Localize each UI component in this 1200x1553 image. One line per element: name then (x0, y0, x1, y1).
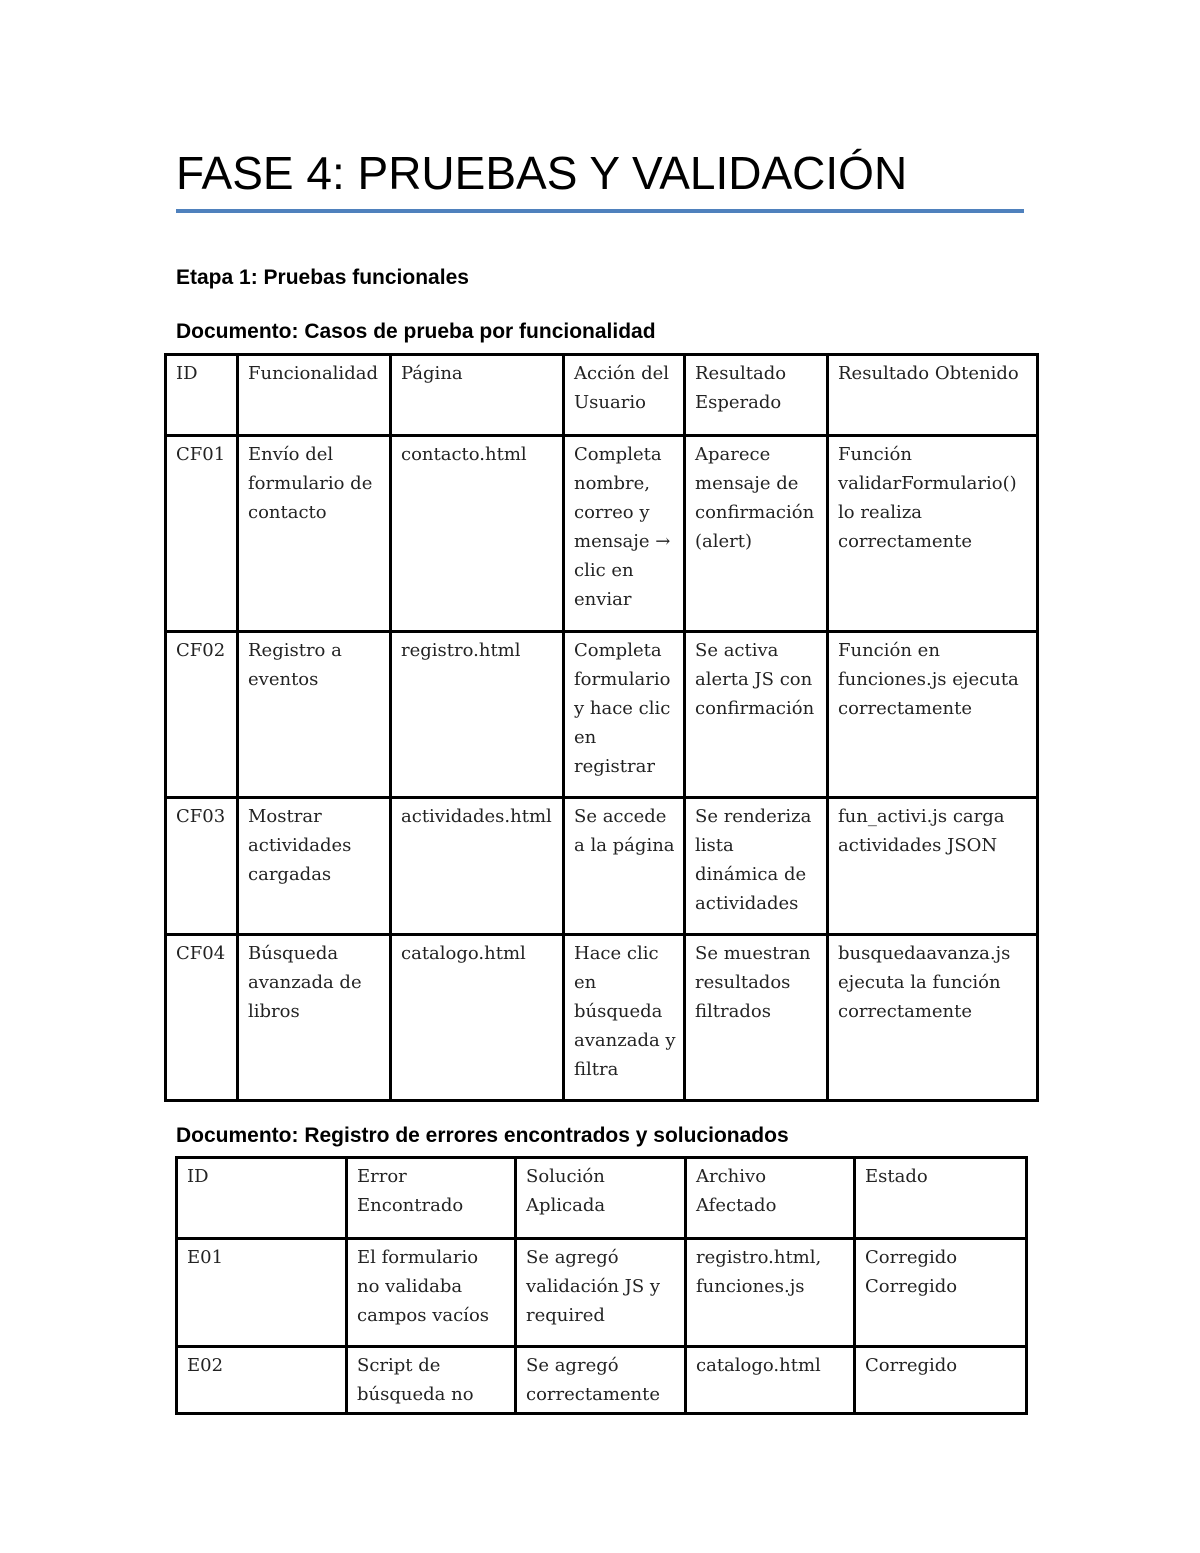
header-cell: Acción del Usuario (564, 355, 685, 436)
table-cell: actividades.html (391, 798, 564, 935)
table-cell: registro.html, funciones.js (686, 1239, 855, 1347)
table-header-row (166, 355, 1038, 436)
header-cell: Solución Aplicada (516, 1158, 686, 1239)
table-cell: Se agregó correctamente (516, 1347, 686, 1414)
table-cell: CF03 (166, 798, 238, 935)
table-cell: fun_activi.js carga actividades JSON (828, 798, 1038, 935)
table-header-row (177, 1158, 1027, 1239)
table-cell: Registro a eventos (238, 632, 391, 798)
table-cell: catalogo.html (391, 935, 564, 1101)
table-cell: Búsqueda avanzada de libros (238, 935, 391, 1101)
page-title: FASE 4: PRUEBAS Y VALIDACIÓN (176, 147, 908, 199)
table-cell: Corregido (855, 1347, 1027, 1414)
header-cell: Funcionalidad (238, 355, 391, 436)
test-cases-heading: Documento: Casos de prueba por funcionalidad (176, 320, 656, 343)
errors-log-table (175, 1156, 1028, 1415)
table-row (166, 798, 1038, 935)
test-cases-table (164, 353, 1039, 1102)
table-cell: Corregido Corregido (855, 1239, 1027, 1347)
table-row (166, 935, 1038, 1101)
stage-heading: Etapa 1: Pruebas funcionales (176, 266, 469, 289)
table-row (166, 632, 1038, 798)
table-cell: E02 (177, 1347, 347, 1414)
table-cell: Se renderiza lista dinámica de actividades (685, 798, 828, 935)
table-cell: Función en funciones.js ejecuta correctamente (828, 632, 1038, 798)
errors-log-heading: Documento: Registro de errores encontrados y solucionados (176, 1124, 789, 1147)
header-cell: Estado (855, 1158, 1027, 1239)
table-cell: Script de búsqueda no (347, 1347, 516, 1414)
table-cell: Completa nombre, correo y mensaje → clic en enviar (564, 436, 685, 632)
table-cell: Completa formulario y hace clic en registrar (564, 632, 685, 798)
table-cell: Hace clic en búsqueda avanzada y filtra (564, 935, 685, 1101)
table-cell: Mostrar actividades cargadas (238, 798, 391, 935)
table-cell: CF01 (166, 436, 238, 632)
title-underline (176, 209, 1024, 213)
table-row (166, 436, 1038, 632)
table-cell: Se agregó validación JS y required (516, 1239, 686, 1347)
table-cell: contacto.html (391, 436, 564, 632)
table-cell: CF02 (166, 632, 238, 798)
header-cell: Página (391, 355, 564, 436)
table-cell: E01 (177, 1239, 347, 1347)
table-row (177, 1347, 1027, 1414)
table-cell: Se muestran resultados filtrados (685, 935, 828, 1101)
table-cell: Aparece mensaje de confirmación (alert) (685, 436, 828, 632)
table-row (177, 1239, 1027, 1347)
table-cell: Función validarFormulario() lo realiza correctamente (828, 436, 1038, 632)
header-cell: Archivo Afectado (686, 1158, 855, 1239)
table-cell: Se accede a la página (564, 798, 685, 935)
table-cell: Envío del formulario de contacto (238, 436, 391, 632)
table-cell: catalogo.html (686, 1347, 855, 1414)
table-cell: CF04 (166, 935, 238, 1101)
header-cell: Resultado Esperado (685, 355, 828, 436)
header-cell: ID (166, 355, 238, 436)
table-cell: registro.html (391, 632, 564, 798)
table-cell: Se activa alerta JS con confirmación (685, 632, 828, 798)
header-cell: ID (177, 1158, 347, 1239)
header-cell: Resultado Obtenido (828, 355, 1038, 436)
table-cell: busquedaavanza.js ejecuta la función correctamente (828, 935, 1038, 1101)
header-cell: Error Encontrado (347, 1158, 516, 1239)
table-cell: El formulario no validaba campos vacíos (347, 1239, 516, 1347)
